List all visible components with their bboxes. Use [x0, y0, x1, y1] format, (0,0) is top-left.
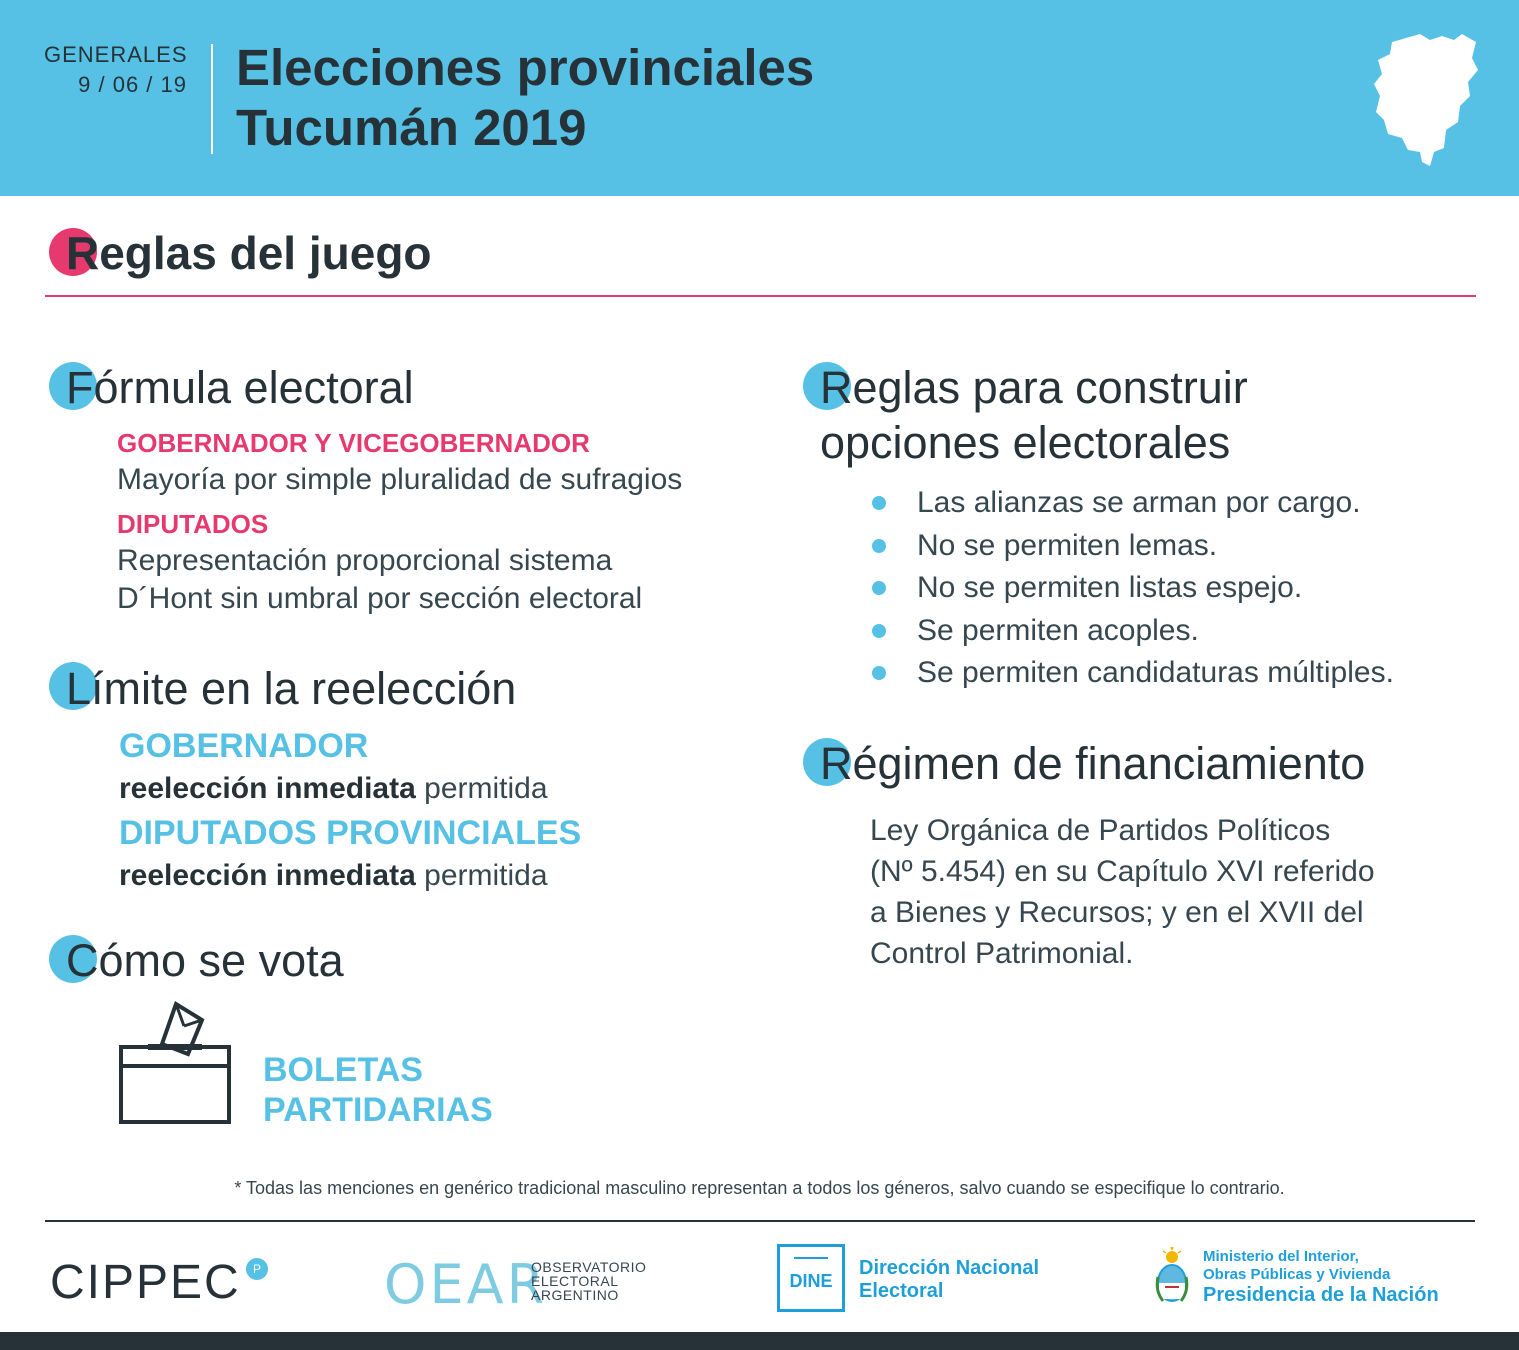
limite-gob-text: [119, 770, 548, 808]
limite-gob-rest: permitida: [415, 772, 548, 805]
limite-title: Límite en la reelección: [66, 663, 517, 714]
formula-dip-text-1: Representación proporcional sistema: [117, 544, 613, 577]
formula-gob-text: Mayoría por simple pluralidad de sufragios: [117, 463, 683, 496]
formula-title: Fórmula electoral: [66, 362, 414, 413]
reglas-title-2: opciones electorales: [820, 417, 1231, 468]
limite-dip-label: DIPUTADOS PROVINCIALES: [119, 814, 582, 852]
dine-name: Dirección Nacional Electoral: [859, 1257, 1040, 1302]
list-item: No se permiten listas espejo.: [870, 569, 1394, 612]
vote-method-line-1: BOLETAS: [263, 1051, 423, 1089]
title-line-2: Tucumán 2019: [236, 99, 587, 156]
list-item: Las alianzas se arman por cargo.: [870, 484, 1394, 527]
cippec-logo: CIPPEC: [50, 1256, 241, 1309]
bullet-dot-icon: [872, 539, 886, 553]
limite-dip-bold: reelección inmediata: [119, 859, 416, 892]
list-item: No se permiten lemas.: [870, 527, 1394, 570]
page-title: [236, 38, 814, 158]
limite-dip-rest: permitida: [415, 859, 548, 892]
reglas-title-1: Reglas para construir: [820, 362, 1248, 413]
bottom-bar: [0, 1332, 1519, 1350]
ministry-name: Ministerio del Interior, Obras Públicas y Vivienda: [1203, 1248, 1391, 1283]
financiamiento-line-3: a Bienes y Recursos; y en el XVII del: [870, 896, 1364, 929]
coat-of-arms-icon: [1153, 1247, 1191, 1307]
election-date: 9 / 06 / 19: [78, 72, 187, 97]
dine-bar-icon: [794, 1257, 828, 1259]
formula-gob-label: GOBERNADOR Y VICEGOBERNADOR: [117, 428, 590, 458]
vota-title: Cómo se vota: [66, 935, 344, 986]
financiamiento-title: Régimen de financiamiento: [820, 738, 1366, 789]
bullet-dot-icon: [872, 624, 886, 638]
oear-subtitle: OBSERVATORIO ELECTORAL ARGENTINO: [531, 1259, 647, 1303]
cippec-badge-icon: P: [246, 1258, 268, 1280]
section-heading: Reglas del juego: [66, 227, 432, 279]
limite-gob-bold: reelección inmediata: [119, 772, 416, 805]
ballot-box-icon: [118, 1000, 232, 1126]
financiamiento-line-4: Control Patrimonial.: [870, 937, 1134, 970]
formula-dip-label: DIPUTADOS: [117, 509, 269, 539]
header-banner: [0, 0, 1519, 196]
presidency-name: Presidencia de la Nación: [1203, 1284, 1439, 1306]
limite-gob-label: GOBERNADOR: [119, 727, 369, 765]
title-line-1: Elecciones provinciales: [236, 39, 815, 96]
reglas-title: [820, 360, 1248, 470]
list-item: Se permiten acoples.: [870, 612, 1394, 655]
tucuman-map-icon: [1372, 30, 1480, 170]
dine-logo: [777, 1244, 845, 1312]
footer-divider: [45, 1220, 1475, 1222]
election-type: GENERALES: [44, 42, 188, 67]
limite-dip-text: [119, 857, 548, 895]
financiamiento-line-2: (Nº 5.454) en su Capítulo XVI referido: [870, 855, 1375, 888]
dine-logo-text: DINE: [789, 1271, 833, 1291]
list-item: Se permiten candidaturas múltiples.: [870, 654, 1394, 697]
formula-dip-text-2: D´Hont sin umbral por sección electoral: [117, 582, 643, 615]
heading-divider: [45, 295, 1476, 297]
footnote: * Todas las menciones en genérico tradicional masculino representan a todos los géneros, salvo cuando se especifique lo contrario.: [234, 1178, 1285, 1198]
reglas-list: [870, 484, 1394, 697]
vote-method: [263, 1050, 493, 1130]
vote-method-line-2: PARTIDARIAS: [263, 1091, 493, 1129]
financiamiento-line-1: Ley Orgánica de Partidos Políticos: [870, 814, 1331, 847]
bullet-dot-icon: [872, 581, 886, 595]
header-divider: [211, 44, 213, 154]
oear-logo: OEAR: [384, 1253, 548, 1316]
bullet-dot-icon: [872, 666, 886, 680]
bullet-dot-icon: [872, 496, 886, 510]
financiamiento-text: [870, 810, 1375, 974]
